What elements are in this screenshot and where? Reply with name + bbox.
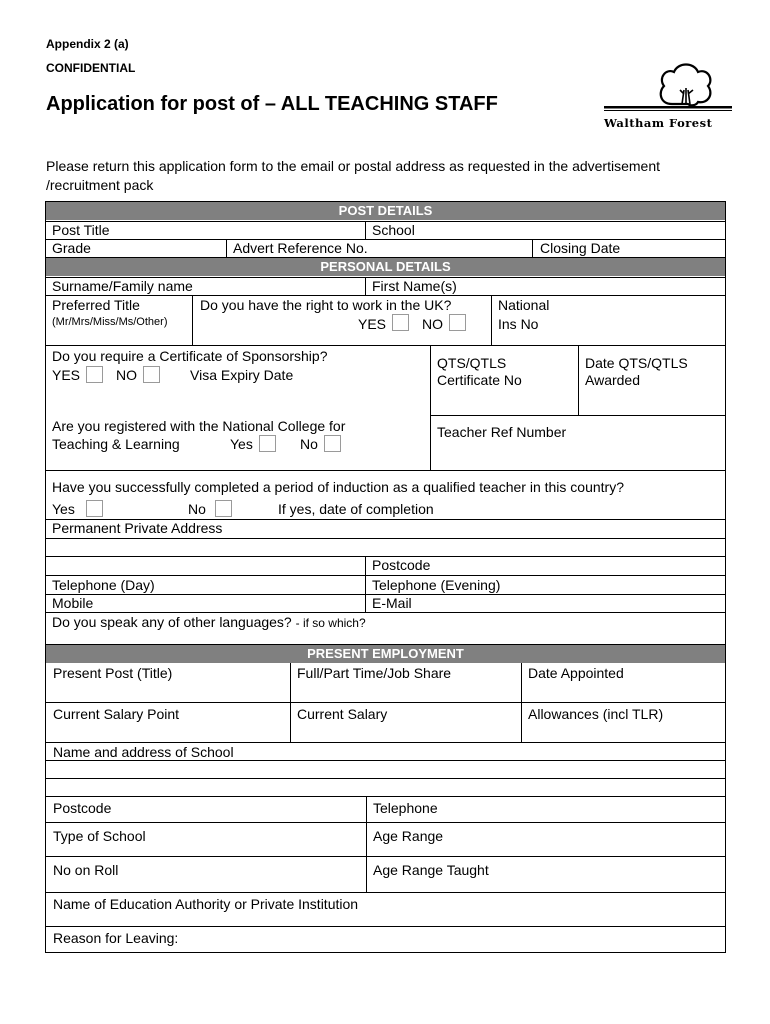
- full-part-label: Full/Part Time/Job Share: [297, 665, 452, 681]
- rtw-no-checkbox[interactable]: [449, 314, 466, 331]
- tel-evening-label: Telephone (Evening): [372, 577, 501, 593]
- appendix-label: Appendix 2 (a): [46, 37, 129, 51]
- rtw-yes-checkbox[interactable]: [392, 314, 409, 331]
- first-names-label: First Name(s): [372, 278, 457, 294]
- right-to-work-label: Do you have the right to work in the UK?: [200, 297, 452, 313]
- emp-telephone-label: Telephone: [373, 800, 438, 816]
- confidential-label: CONFIDENTIAL: [46, 61, 136, 75]
- surname-label: Surname/Family name: [52, 278, 193, 294]
- closing-date-label: Closing Date: [540, 240, 621, 256]
- ncTL-yes-label: Yes: [230, 436, 253, 452]
- rtw-yes-label: YES: [358, 316, 387, 332]
- ncTL-no-label: No: [300, 436, 318, 452]
- type-school-label: Type of School: [53, 828, 146, 844]
- sponsor-no-checkbox[interactable]: [143, 366, 160, 383]
- sponsor-yes-checkbox[interactable]: [86, 366, 103, 383]
- languages-question: Do you speak any of other languages?: [52, 614, 292, 630]
- ncTL-label-1: Are you registered with the National College for: [52, 418, 346, 434]
- allowances-label: Allowances (incl TLR): [528, 706, 664, 722]
- tree-icon: [600, 60, 735, 116]
- sponsor-no-label: NO: [116, 367, 137, 383]
- ins-no-label: Ins No: [498, 316, 539, 332]
- qts-date-label-2: Awarded: [585, 372, 641, 388]
- personal-details-band: PERSONAL DETAILS: [46, 258, 725, 276]
- email-label: E-Mail: [372, 595, 412, 611]
- languages-label: [52, 614, 366, 632]
- induction-no-label: No: [188, 501, 206, 517]
- present-post-label: Present Post (Title): [53, 665, 173, 681]
- address-label: Permanent Private Address: [52, 520, 223, 536]
- ncTL-label-2: Teaching & Learning: [52, 436, 180, 452]
- date-appointed-label: Date Appointed: [528, 665, 624, 681]
- authority-label: Name of Education Authority or Private Institution: [53, 896, 359, 912]
- logo-text: Waltham Forest: [604, 116, 713, 130]
- no-on-roll-label: No on Roll: [53, 862, 119, 878]
- languages-note: - if so which?: [295, 616, 366, 630]
- page-title: Application for post of – ALL TEACHING STAFF: [46, 93, 498, 115]
- post-title-label: Post Title: [52, 222, 110, 238]
- age-taught-label: Age Range Taught: [373, 862, 489, 878]
- induction-no-checkbox[interactable]: [215, 500, 232, 517]
- induction-yes-label: Yes: [52, 501, 75, 517]
- post-details-band: POST DETAILS: [46, 202, 725, 220]
- qts-cert-label-1: QTS/QTLS: [437, 355, 507, 371]
- induction-question: Have you successfully completed a period of induction as a qualified teacher in this country?: [52, 479, 624, 495]
- national-label: National: [498, 297, 550, 313]
- current-salary-label: Current Salary: [297, 706, 388, 722]
- qts-cert-label-2: Certificate No: [437, 372, 522, 388]
- mobile-label: Mobile: [52, 595, 94, 611]
- qts-date-label-1: Date QTS/QTLS: [585, 355, 688, 371]
- preferred-title-label: Preferred Title: [52, 297, 140, 313]
- title-options-label: (Mr/Mrs/Miss/Ms/Other): [52, 316, 168, 328]
- ncTL-yes-checkbox[interactable]: [259, 435, 276, 452]
- age-range-label: Age Range: [373, 828, 444, 844]
- school-name-label: Name and address of School: [53, 744, 234, 760]
- teacher-ref-label: Teacher Ref Number: [437, 424, 567, 440]
- visa-expiry-label: Visa Expiry Date: [190, 367, 294, 383]
- intro-text: Please return this application form to the email or postal address as requested in the advertisement /recruitment pack: [46, 158, 660, 193]
- induction-date-label: If yes, date of completion: [278, 501, 434, 517]
- sponsorship-label: Do you require a Certificate of Sponsorship?: [52, 348, 328, 364]
- advert-ref-label: Advert Reference No.: [233, 240, 368, 256]
- tel-day-label: Telephone (Day): [52, 577, 155, 593]
- emp-postcode-label: Postcode: [53, 800, 112, 816]
- waltham-forest-logo: [600, 60, 735, 135]
- sponsor-yes-label: YES: [52, 367, 81, 383]
- ncTL-no-checkbox[interactable]: [324, 435, 341, 452]
- reason-leaving-label: Reason for Leaving:: [53, 930, 179, 946]
- grade-label: Grade: [52, 240, 91, 256]
- salary-point-label: Current Salary Point: [53, 706, 180, 722]
- postcode-label: Postcode: [372, 557, 431, 573]
- rtw-no-label: NO: [422, 316, 443, 332]
- school-label: School: [372, 222, 415, 238]
- present-employment-band: PRESENT EMPLOYMENT: [46, 645, 725, 663]
- induction-yes-checkbox[interactable]: [86, 500, 103, 517]
